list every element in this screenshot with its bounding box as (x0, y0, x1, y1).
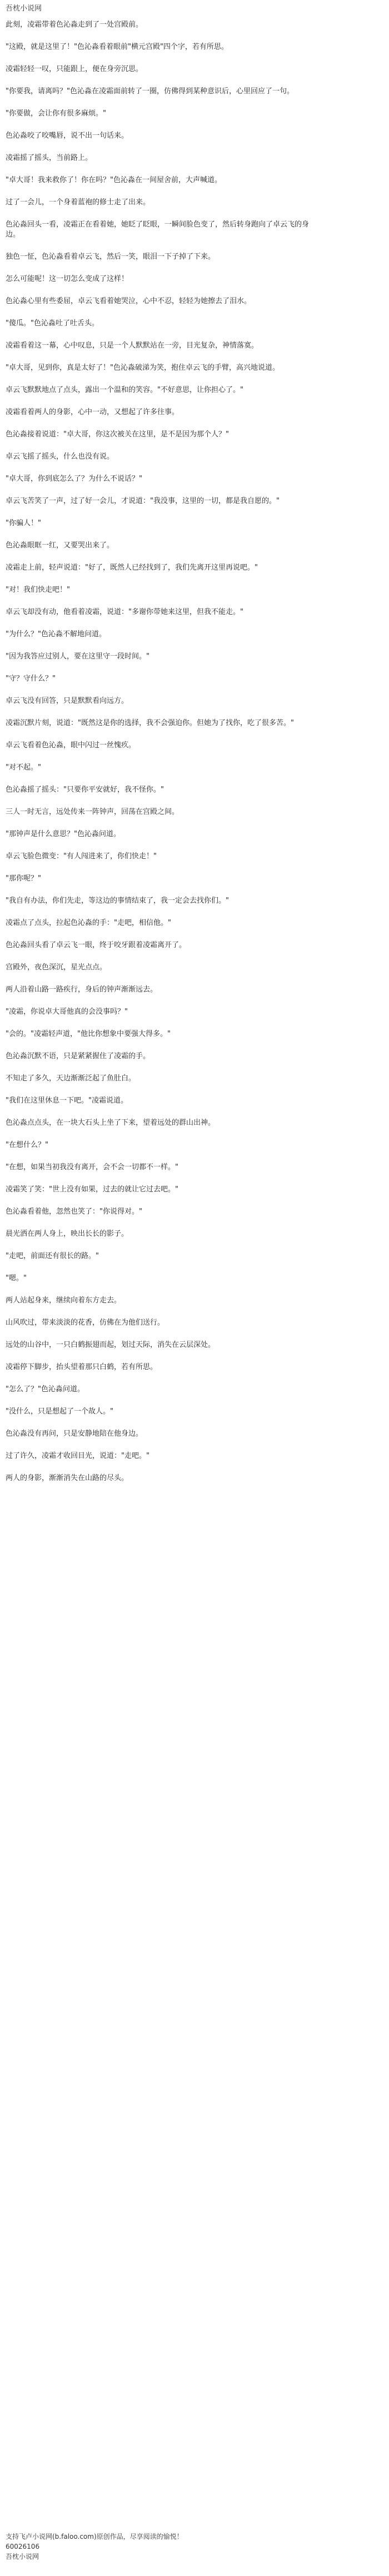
paragraph: "凌霜，你说卓大哥他真的会没事吗？" (6, 1008, 128, 1016)
paragraph: 卓云飞脸色微变："有人闯进来了，你们快走！" (6, 852, 157, 861)
paragraph: "会的。"凌霜轻声道，"他比你想象中要强大得多。" (6, 1030, 171, 1038)
paragraph: 过了许久，凌霜才收回目光，说道："走吧。" (6, 1452, 149, 1460)
paragraph: "因为我答应过别人，要在这里守一段时间。" (6, 652, 149, 661)
paragraph: 色沁淼回头看了卓云飞一眼，终于咬牙跟着凌霜离开了。 (6, 941, 187, 949)
paragraph: 色沁淼沉默不语，只是紧紧握住了凌霜的手。 (6, 1052, 151, 1060)
paragraph: "怎么了？"色沁淼问道。 (6, 1385, 84, 1393)
paragraph: 色沁淼眼眶一红，又要哭出来了。 (6, 541, 114, 550)
paragraph: 两人的身影，渐渐消失在山路的尽头。 (6, 1474, 129, 1482)
paragraph: 怎么可能呢！这一切怎么变成了这样！ (6, 275, 129, 283)
paragraph: "那钟声是什么意思？"色沁淼问道。 (6, 830, 121, 838)
paragraph: 卓云飞却没有动，他看着凌霜，说道："多谢你带她来这里，但我不能走。" (6, 608, 243, 616)
paragraph: 两人站起身来，继续向着东方走去。 (6, 1296, 122, 1305)
paragraph: 过了一会儿，一个身着蓝袍的修士走了出来。 (6, 198, 151, 207)
paragraph: 凌霜看着两人的身影，心中一动，又想起了许多往事。 (6, 408, 179, 416)
paragraph: 色沁淼咬了咬嘴唇，说不出一句话来。 (6, 132, 129, 140)
paragraph: 凌霜笑了笑："世上没有如果，过去的就让它过去吧。" (6, 1185, 178, 1194)
paragraph: 色沁淼看着他，忽然也笑了："你说得对。" (6, 1208, 142, 1216)
paragraph: 凌霜走上前，轻声说道："好了，既然人已经找到了，我们先离开这里再说吧。" (6, 564, 258, 572)
paragraph: 色沁淼没有再问，只是安静地陪在他身边。 (6, 1430, 143, 1438)
paragraph: "在想，如果当初我没有离开，会不会一切都不一样。" (6, 1163, 178, 1171)
paragraph: "你要做，会让你有很多麻烦。" (6, 109, 106, 118)
paragraph: 山风吹过，带来淡淡的花香，仿佛在为他们送行。 (6, 1319, 165, 1327)
paragraph: 三人一时无言，远处传来一阵钟声，回荡在宫殿之间。 (6, 808, 179, 816)
paragraph: "我们在这里休息一下吧。"凌霜说道。 (6, 1096, 128, 1105)
paragraph: 此刻，凌霜带着色沁淼走到了一处宫殿前。 (6, 21, 143, 29)
paragraph: 宫殿外，夜色深沉，星光点点。 (6, 963, 107, 972)
paragraph: 不知走了多久，天边渐渐泛起了鱼肚白。 (6, 1074, 136, 1083)
paragraph: "傻瓜。"色沁淼吐了吐舌头。 (6, 319, 99, 328)
paragraph: 色沁淼回头一看，凌霜正在看着她，她眨了眨眼，一瞬间脸色变了，然后转身跑向了卓云飞的身边。 (6, 220, 310, 239)
chapter-content (6, 20, 317, 1496)
page-footer (6, 2532, 383, 2562)
footer-code: 60026106 (6, 2543, 40, 2550)
paragraph: 卓云飞看着色沁淼，眼中闪过一丝愧疚。 (6, 741, 136, 749)
paragraph: 卓云飞没有回答，只是默默看向远方。 (6, 697, 129, 705)
paragraph: 色沁淼点点头，在一块大石头上坐了下来，望着远处的群山出神。 (6, 1119, 216, 1127)
paragraph: 远处的山谷中，一只白鹤振翅而起，划过天际，消失在云层深处。 (6, 1341, 216, 1349)
paragraph: "嗯。" (6, 1274, 27, 1282)
paragraph: "卓大哥！我来救你了！你在吗？"色沁淼在一间屋舍前，大声喊道。 (6, 176, 222, 184)
paragraph: "对不起。" (6, 763, 41, 772)
paragraph: 色沁淼摇了摇头："只要你平安就好，我不怪你。" (6, 786, 164, 794)
paragraph: "我自有办法，你们先走，等这边的事情结束了，我一定会去找你们。" (6, 897, 229, 905)
paragraph: 晨光洒在两人身上，映出长长的影子。 (6, 1230, 129, 1238)
paragraph: 凌霜点了点头，拉起色沁淼的手："走吧，相信他。" (6, 919, 171, 927)
paragraph: "你要我，请离吗？"色沁淼在凌霜面前转了一圈，仿佛得到某种意识后，心里回应了一句。 (6, 87, 294, 95)
paragraph: 卓云飞默默地点了点头，露出一个温和的笑容。"不好意思，让你担心了。" (6, 386, 243, 394)
paragraph: "卓大哥，你到底怎么了？为什么不说话？" (6, 475, 142, 483)
paragraph: "走吧，前面还有很长的路。" (6, 1252, 99, 1260)
paragraph: "没什么，只是想起了一个故人。" (6, 1407, 113, 1416)
site-link[interactable]: 吾枕小说网 (6, 4, 42, 13)
paragraph: 凌霜停下脚步，抬头望着那只白鹤，若有所思。 (6, 1363, 158, 1371)
paragraph: "你骗人！" (6, 519, 41, 527)
footer-promo-link[interactable]: 支持飞卢小说网(b.faloo.com)原创作品，尽享阅读的愉悦！ (6, 2533, 183, 2540)
paragraph: 色沁淼心里有些委屈，卓云飞看着她哭泣，心中不忍，轻轻为她擦去了泪水。 (6, 297, 252, 305)
paragraph: 卓云飞摇了摇头，什么也没有说。 (6, 452, 114, 461)
paragraph: 卓云飞苦笑了一声，过了好一会儿，才说道："我没事，这里的一切，都是我自愿的。" (6, 497, 280, 505)
paragraph: 凌霜摇了摇头，当前路上。 (6, 154, 93, 162)
paragraph: 独色一怔，色沁淼看着卓云飞，然后一笑，眼泪一下子掉了下来。 (6, 253, 216, 261)
paragraph: "这殿，就是这里了！"色沁淼看着眼前"横元宫殿"四个字，若有所思。 (6, 43, 228, 51)
paragraph: 凌霜看着这一幕，心中叹息，只是一个人默默站在一旁，目光复杂，神情落寞。 (6, 341, 259, 350)
footer-site-link[interactable]: 吾枕小说网 (6, 2553, 39, 2560)
paragraph: "在想什么？" (6, 1141, 48, 1149)
paragraph: "对！我们快走吧！" (6, 586, 70, 594)
paragraph: "为什么？"色沁淼不解地问道。 (6, 630, 106, 638)
paragraph: "卓大哥，见到你，真是太好了！"色沁淼破涕为笑，抱住卓云飞的手臂，高兴地说道。 (6, 364, 280, 372)
paragraph: 两人沿着山路一路疾行，身后的钟声渐渐远去。 (6, 985, 158, 994)
paragraph: "守？守什么？" (6, 675, 56, 683)
paragraph: 凌霜轻轻一叹，只能跟上，便在身旁沉思。 (6, 65, 143, 73)
paragraph: 色沁淼接着说道："卓大哥，你这次被关在这里，是不是因为那个人？" (6, 430, 229, 439)
paragraph: 凌霜沉默片刻，说道："既然这是你的选择，我不会强迫你。但她为了找你，吃了很多苦。" (6, 719, 294, 727)
paragraph: "那你呢？" (6, 874, 41, 883)
